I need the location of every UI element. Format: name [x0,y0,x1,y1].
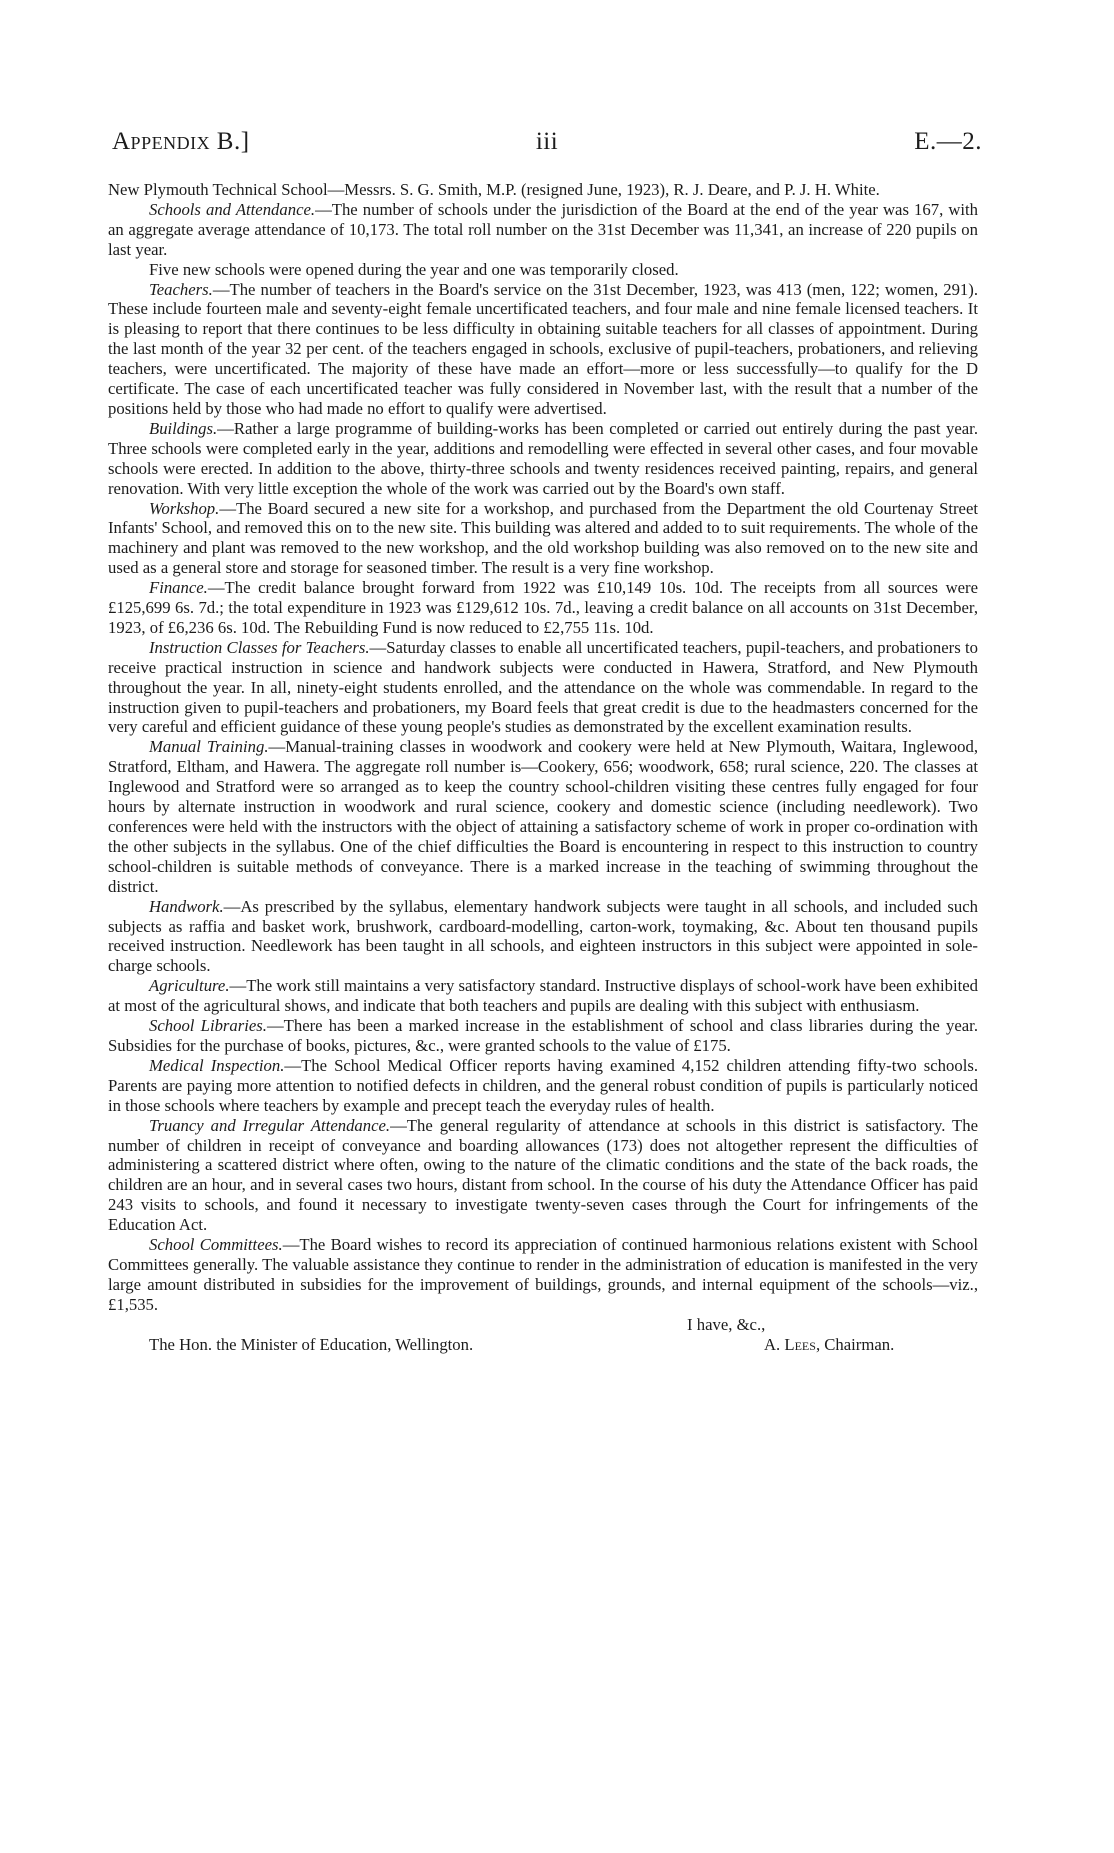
paragraph-agriculture: Agriculture.—The work still maintains a very satisfactory standard. Instructive displays of school-work have been exhibited at most of the agricultural shows, and indicate that both teachers and pupils are dealing with this subject with enthusiasm. [108,976,978,1016]
signature-row [108,1335,978,1355]
paragraph-instruction-classes: Instruction Classes for Teachers.—Saturday classes to enable all uncertificated teachers, pupil-teachers, and probationers to receive practical instruction in science and handwork subjects were conducted in Hawera, Stratford, and New Plymouth throughout the year. In all, ninety-eight students enrolled, and the attendance on the whole was commendable. In regard to the instruction given to pupil-teachers and probationers, my Board feels that great credit is due to the headmasters concerned for the very careful and efficient guidance of these young people's studies as demonstrated by the excellent examination results. [108,637,979,737]
paragraph-manual-training: Manual Training.—Manual-training classes in woodwork and cookery were held at New Plymouth, Waitara, Inglewood, Stratford, Eltham, and Hawera. The aggregate roll number is—Cookery, 656; woodwork, 658; rural science, 220. The classes at Inglewood and Stratford were so arranged as to keep the country school-children visiting these centres fully engaged for four hours by alternate instruction in woodwork and rural science, cookery and domestic science (including needlework). Two conferences were held with the instructors with the object of attaining a satisfactory scheme of work in proper co-ordination with the other subjects in the syllabus. One of the chief difficulties the Board is encountering in respect to this instruction to country school-children is suitable methods of conveyance. There is a marked increase in the teaching of swimming throughout the district. [108,737,978,896]
section-heading: Agriculture. [149,976,230,996]
section-heading: School Libraries. [149,1016,267,1036]
section-heading: Manual Training. [149,737,269,757]
paragraph-medical-inspection: Medical Inspection.—The School Medical Officer reports having examined 4,152 children attending fifty-two schools. Parents are paying more attention to notified defects in children, and the general robust condition of pupils is particularly noticed in those schools where teachers by example and precept teach the everyday rules of health. [108,1055,979,1115]
paragraph-workshop: Workshop.—The Board secured a new site for a workshop, and purchased from the Department the old Courtenay Street Infants' School, and removed this on to the new site. This building was altered and added to to suit requirements. The whole of the machinery and plant was removed to the new workshop, and the old workshop building was also removed on to the new site and used as a general store and storage for seasoned timber. The result is a very fine workshop. [108,498,978,578]
signatory-title: , Chairman. [815,1334,895,1354]
paragraph-school-libraries: School Libraries.—There has been a marked increase in the establishment of school and class libraries during the year. Subsidies for the purchase of books, pictures, &c., were granted schools to the value of £175. [108,1016,978,1055]
page-number: iii [535,128,559,155]
paragraph-finance: Finance.—The credit balance brought forward from 1922 was £10,149 10s. 10d. The receipts from all sources were £125,699 6s. 7d.; the total expenditure in 1923 was £129,612 10s. 7d., leaving a credit balance on all accounts on 31st December, 1923, of £6,236 6s. 10d. The Rebuilding Fund is now reduced to £2,755 11s. 10d. [108,578,978,637]
section-heading: Buildings. [149,418,218,438]
section-heading: Truancy and Irregular Attendance. [149,1115,391,1135]
section-heading: Workshop. [149,498,220,518]
section-heading: Medical Inspection. [149,1055,285,1075]
document-code: E.—2. [914,128,982,155]
section-heading: Handwork. [149,896,224,916]
paragraph-truancy: Truancy and Irregular Attendance.—The general regularity of attendance at schools in this district is satisfactory. The number of children in receipt of conveyance and boarding allowances (173) does not altogether represent the difficulties of administering a scattered district where often, owing to the nature of the climatic conditions and the state of the back roads, the children are an hour, and in several cases two hours, distant from school. In the course of his duty the Attendance Officer has paid 243 visits to schools, and found it necessary to investigate twenty-seven cases through the Court for infringements of the Education Act. [108,1115,978,1235]
signatory-name: A. Lees [764,1334,816,1354]
paragraph-technical-school: New Plymouth Technical School—Messrs. S. G. Smith, M.P. (resigned June, 1923), R. J. Deare, and P. J. H. White. [108,180,880,199]
paragraph-buildings: Buildings.—Rather a large programme of building-works has been completed or carried out entirely during the past year. Three schools were completed early in the year, additions and remodelling were effected in several other cases, and four movable schools were erected. In addition to the above, thirty-three schools and twenty residences received painting, repairs, and general renovation. With very little exception the whole of the work was carried out by the Board's own staff. [108,418,978,498]
paragraph-handwork: Handwork.—As prescribed by the syllabus, elementary handwork subjects were taught in all schools, and included such subjects as raffia and basket work, brushwork, cardboard-modelling, carton-work, toymaking, &c. About ten thousand pupils received instruction. Needlework has been taught in all schools, and eighteen instructors in this subject were appointed in sole-charge schools. [108,896,978,976]
paragraph-teachers: Teachers.—The number of teachers in the Board's service on the 31st December, 1923, was 413 (men, 122; women, 291). These include fourteen male and seventy-eight female uncertificated teachers, and four male and nine female licensed teachers. It is pleasing to report that there continues to be less difficulty in obtaining suitable teachers for all classes of appointment. During the last month of the year 32 per cent. of the teachers engaged in schools, exclusive of pupil-teachers, probationers, and relieving teachers, were uncertificated. The majority of these have made an effort—more or less successfully—to qualify for the D certificate. The case of each uncertificated teacher was fully considered in November last, with the result that a number of the positions held by those who had made no effort to qualify were advertised. [108,279,978,418]
section-heading: Instruction Classes for Teachers. [149,637,370,657]
paragraph-school-committees: School Committees.—The Board wishes to record its appreciation of continued harmonious relations existent with School Committees generally. The valuable assistance they continue to render in the administration of education is manifested in the very large amount distributed in subsidies for the improvement of buildings, grounds, and internal equipment of the schools—viz., £1,535. [108,1235,979,1314]
report-body [108,180,978,1355]
section-heading: Teachers. [149,279,213,299]
section-heading: Schools and Attendance. [149,199,316,219]
signature [764,1335,894,1355]
page-header [112,128,982,162]
appendix-label: Appendix B.] [112,128,250,155]
paragraph-schools-attendance: Schools and Attendance.—The number of schools under the jurisdiction of the Board at the end of the year was 167, with an aggregate average attendance of 10,173. The total roll number on the 31st December was 11,341, an increase of 220 pupils on last year. [108,199,979,259]
closing-salutation: I have, &c., [687,1314,766,1334]
addressee: The Hon. the Minister of Education, Wellington. [149,1334,474,1354]
paragraph-new-schools: Five new schools were opened during the year and one was temporarily closed. [149,259,679,279]
section-heading: Finance. [149,578,208,598]
section-heading: School Committees. [149,1235,283,1255]
